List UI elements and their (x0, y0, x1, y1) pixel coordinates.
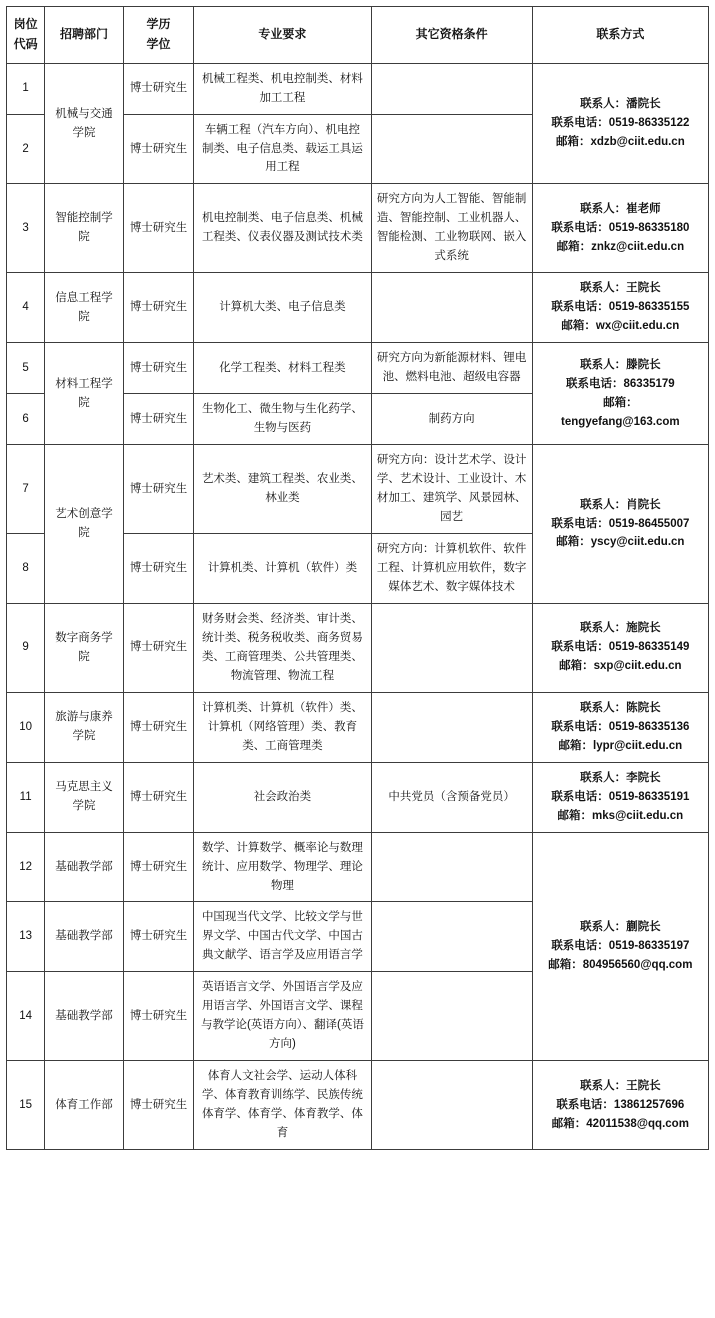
contact-person: 联系人：王院长 (580, 1079, 661, 1092)
cell-education: 博士研究生 (123, 603, 194, 692)
cell-education: 博士研究生 (123, 445, 194, 534)
header-contact: 联系方式 (532, 7, 708, 64)
cell-department: 基础教学部 (45, 902, 124, 972)
cell-education: 博士研究生 (123, 63, 194, 114)
cell-education: 博士研究生 (123, 114, 194, 184)
contact-phone: 联系电话：0519-86335155 (551, 301, 690, 314)
cell-major: 计算机大类、电子信息类 (194, 273, 371, 343)
cell-other-requirements (371, 273, 532, 343)
cell-major: 机械工程类、机电控制类、材料加工工程 (194, 63, 371, 114)
header-education-line1: 学历 (146, 17, 171, 31)
table-row (7, 692, 709, 762)
cell-code: 10 (7, 692, 45, 762)
contact-phone: 联系电话：0519-86455007 (551, 517, 690, 530)
contact-person: 联系人：滕院长 (580, 358, 661, 371)
contact-email: 邮箱： (603, 396, 638, 409)
cell-education: 博士研究生 (123, 902, 194, 972)
cell-code: 6 (7, 394, 45, 445)
cell-code: 15 (7, 1061, 45, 1150)
table-row (7, 1061, 709, 1150)
cell-other-requirements (371, 972, 532, 1061)
contact-person: 联系人：李院长 (580, 771, 661, 784)
cell-contact (532, 692, 708, 762)
contact-phone: 联系电话：0519-86335191 (551, 790, 690, 803)
cell-major: 艺术类、建筑工程类、农业类、林业类 (194, 445, 371, 534)
cell-education: 博士研究生 (123, 832, 194, 902)
cell-department: 马克思主义学院 (45, 762, 124, 832)
cell-other-requirements: 研究方向：计算机软件、软件工程、计算机应用软件，数字媒体艺术、数字媒体技术 (371, 533, 532, 603)
cell-contact (532, 343, 708, 445)
cell-code: 5 (7, 343, 45, 394)
cell-other-requirements (371, 1061, 532, 1150)
cell-code: 8 (7, 533, 45, 603)
header-education-line2: 学位 (146, 36, 171, 51)
cell-major: 化学工程类、材料工程类 (194, 343, 371, 394)
cell-other-requirements (371, 692, 532, 762)
cell-other-requirements (371, 63, 532, 114)
cell-code: 4 (7, 273, 45, 343)
contact-person: 联系人：蒯院长 (580, 920, 661, 933)
contact-email: 邮箱：znkz@ciit.edu.cn (556, 240, 685, 253)
cell-contact (532, 1061, 708, 1150)
cell-other-requirements (371, 902, 532, 972)
cell-education: 博士研究生 (123, 273, 194, 343)
contact-person: 联系人：陈院长 (580, 701, 661, 714)
table-row (7, 762, 709, 832)
cell-education: 博士研究生 (123, 1061, 194, 1150)
cell-major: 英语语言文学、外国语言学及应用语言学、外国语言文学、课程与教学论(英语方向）、翻译(英语方向) (194, 972, 371, 1061)
cell-contact (532, 445, 708, 604)
cell-other-requirements: 制药方向 (371, 394, 532, 445)
contact-email-continued: tengyefang@163.com (561, 415, 680, 428)
table-row (7, 63, 709, 114)
cell-code: 11 (7, 762, 45, 832)
cell-code: 2 (7, 114, 45, 184)
contact-person: 联系人：王院长 (580, 282, 661, 295)
table-row (7, 184, 709, 273)
cell-major: 社会政治类 (194, 762, 371, 832)
cell-other-requirements: 研究方向为人工智能、智能制造、智能控制、工业机器人、智能检测、工业物联网、嵌入式系统 (371, 184, 532, 273)
contact-person: 联系人：施院长 (580, 622, 661, 635)
cell-code: 9 (7, 603, 45, 692)
cell-department: 体育工作部 (45, 1061, 124, 1150)
cell-department: 艺术创意学院 (45, 445, 124, 604)
cell-department: 智能控制学院 (45, 184, 124, 273)
table-row (7, 832, 709, 902)
cell-major: 体育人文社会学、运动人体科学、体育教育训练学、民族传统体育学、体育学、体育教学、体育 (194, 1061, 371, 1150)
cell-education: 博士研究生 (123, 184, 194, 273)
header-code (7, 7, 45, 64)
cell-code: 3 (7, 184, 45, 273)
header-other-requirements: 其它资格条件 (371, 7, 532, 64)
cell-code: 7 (7, 445, 45, 534)
cell-major: 机电控制类、电子信息类、机械工程类、仪表仪器及测试技术类 (194, 184, 371, 273)
cell-contact (532, 603, 708, 692)
contact-email: 邮箱：yscy@ciit.edu.cn (556, 536, 685, 549)
contact-person: 联系人：肖院长 (580, 498, 661, 511)
table-row (7, 273, 709, 343)
contact-phone: 联系电话：13861257696 (556, 1098, 685, 1111)
cell-education: 博士研究生 (123, 972, 194, 1061)
cell-department: 信息工程学院 (45, 273, 124, 343)
contact-phone: 联系电话：0519-86335122 (551, 117, 690, 130)
contact-phone: 联系电话：0519-86335197 (551, 939, 690, 952)
cell-major: 计算机类、计算机（软件）类、计算机（网络管理）类、教育类、工商管理类 (194, 692, 371, 762)
cell-department: 基础教学部 (45, 832, 124, 902)
cell-other-requirements (371, 114, 532, 184)
cell-contact (532, 184, 708, 273)
contact-phone: 联系电话：86335179 (566, 377, 675, 390)
table-header-row (7, 7, 709, 64)
header-code-line2: 代码 (13, 36, 38, 51)
contact-email: 邮箱：804956560@qq.com (548, 958, 693, 971)
cell-education: 博士研究生 (123, 533, 194, 603)
table-row (7, 445, 709, 534)
header-department: 招聘部门 (45, 7, 124, 64)
cell-other-requirements (371, 603, 532, 692)
cell-contact (532, 63, 708, 184)
cell-education: 博士研究生 (123, 692, 194, 762)
table-row (7, 343, 709, 394)
cell-other-requirements: 研究方向为新能源材料、锂电池、燃料电池、超级电容器 (371, 343, 532, 394)
cell-department: 材料工程学院 (45, 343, 124, 445)
cell-other-requirements (371, 832, 532, 902)
table-row (7, 603, 709, 692)
contact-person: 联系人：潘院长 (580, 98, 661, 111)
cell-department: 基础教学部 (45, 972, 124, 1061)
cell-education: 博士研究生 (123, 343, 194, 394)
contact-phone: 联系电话：0519-86335180 (551, 221, 690, 234)
cell-code: 13 (7, 902, 45, 972)
cell-other-requirements: 研究方向：设计艺术学、设计学、艺术设计、工业设计、木材加工、建筑学、风景园林、园艺 (371, 445, 532, 534)
cell-department: 旅游与康养学院 (45, 692, 124, 762)
contact-email: 邮箱：42011538@qq.com (551, 1117, 689, 1130)
cell-education: 博士研究生 (123, 762, 194, 832)
recruitment-table (6, 6, 709, 1150)
header-major: 专业要求 (194, 7, 371, 64)
cell-code: 14 (7, 972, 45, 1061)
cell-contact (532, 832, 708, 1061)
cell-code: 12 (7, 832, 45, 902)
table-body (7, 63, 709, 1150)
cell-major: 车辆工程（汽车方向）、机电控制类、电子信息类、载运工具运用工程 (194, 114, 371, 184)
contact-email: 邮箱：xdzb@ciit.edu.cn (555, 136, 685, 148)
cell-education: 博士研究生 (123, 394, 194, 445)
contact-phone: 联系电话：0519-86335149 (551, 641, 690, 654)
cell-major: 数学、计算数学、概率论与数理统计、应用数学、物理学、理论物理 (194, 832, 371, 902)
cell-major: 财务财会类、经济类、审计类、统计类、税务税收类、商务贸易类、工商管理类、公共管理类、物流管理、物流工程 (194, 603, 371, 692)
cell-contact (532, 762, 708, 832)
contact-phone: 联系电话：0519-86335136 (551, 720, 690, 733)
cell-department: 机械与交通学院 (45, 63, 124, 184)
contact-email: 邮箱：wx@ciit.edu.cn (561, 320, 680, 333)
header-education (123, 7, 194, 64)
cell-major: 中国现当代文学、比较文学与世界文学、中国古代文学、中国古典文献学、语言学及应用语言学 (194, 902, 371, 972)
header-code-line1: 岗位 (13, 17, 38, 31)
cell-major: 生物化工、微生物与生化药学、生物与医药 (194, 394, 371, 445)
contact-person: 联系人：崔老师 (580, 202, 661, 215)
cell-contact (532, 273, 708, 343)
contact-email: 邮箱：mks@ciit.edu.cn (557, 809, 684, 822)
cell-department: 数字商务学院 (45, 603, 124, 692)
contact-email: 邮箱：lypr@ciit.edu.cn (558, 739, 683, 752)
cell-code: 1 (7, 63, 45, 114)
cell-other-requirements: 中共党员（含预备党员） (371, 762, 532, 832)
cell-major: 计算机类、计算机（软件）类 (194, 533, 371, 603)
contact-email: 邮箱：sxp@ciit.edu.cn (559, 660, 682, 673)
